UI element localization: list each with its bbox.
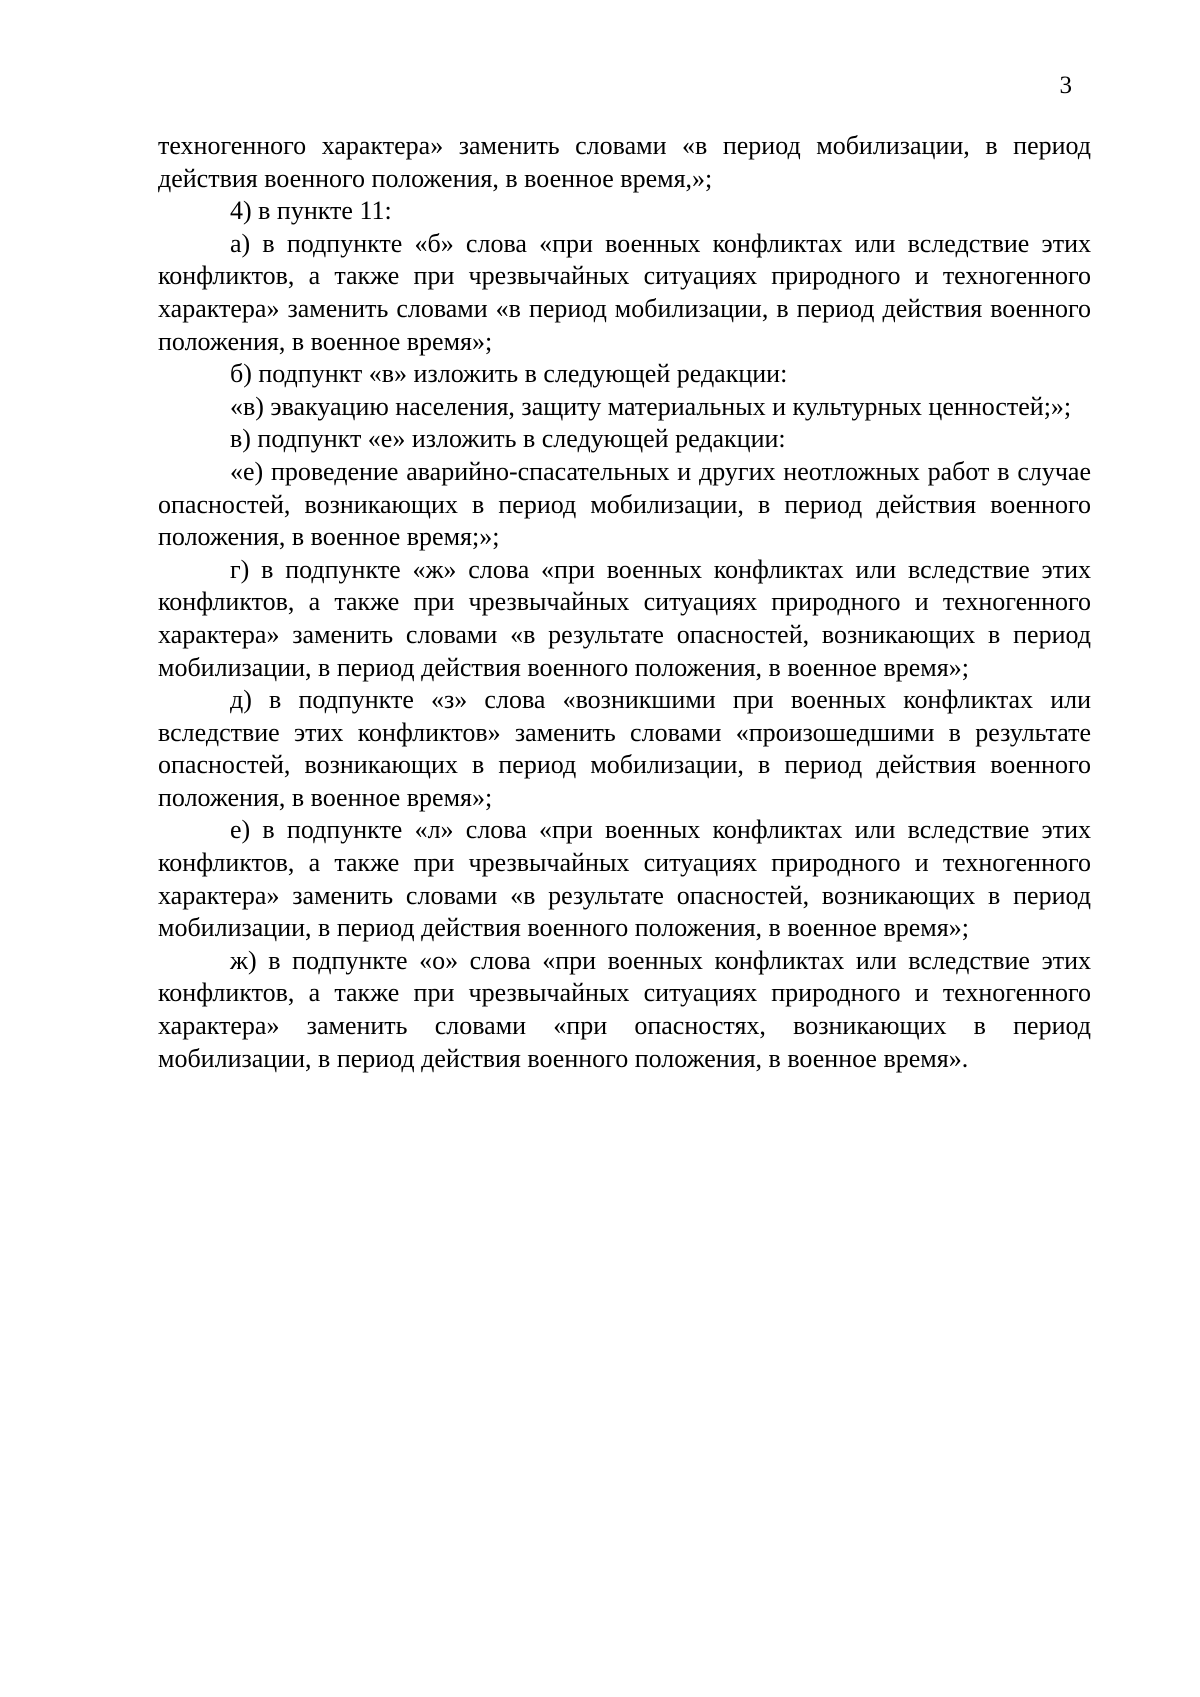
paragraph-quote-v: «в) эвакуацию населения, защиту материальных и культурных ценностей;»; — [230, 391, 1072, 421]
paragraph-subitem-g: г) в подпункте «ж» слова «при военных конфликтах или вследствие этих конфликтов, а также при чрезвычайных ситуациях природного и техногенного характера» заменить словами «в результате опасностей, возникающих в период мобилизации, в период действия военного положения, в военное время»; — [158, 554, 1091, 682]
document-body — [158, 130, 1091, 1075]
paragraph-quote-e: «е) проведение аварийно-спасательных и других неотложных работ в случае опасностей, возникающих в период мобилизации, в период действия военного положения, в военное время;»; — [158, 456, 1091, 552]
paragraph-item-4: 4) в пункте 11: — [230, 196, 392, 226]
paragraph-subitem-b: б) подпункт «в» изложить в следующей редакции: — [230, 359, 788, 389]
page-number: 3 — [1059, 72, 1072, 99]
paragraph-subitem-a: а) в подпункте «б» слова «при военных конфликтах или вследствие этих конфликтов, а также при чрезвычайных ситуациях природного и техногенного характера» заменить словами «в период мобилизации, в период действия военного положения, в военное время»; — [158, 228, 1091, 356]
paragraph-subitem-d: д) в подпункте «з» слова «возникшими при военных конфликтах или вследствие этих конфликтов» заменить словами «произошедшими в результате опасностей, возникающих в период мобилизации, в период действия военного положения, в военное время»; — [158, 685, 1091, 812]
paragraph-subitem-zh: ж) в подпункте «о» слова «при военных конфликтах или вследствие этих конфликтов, а также при чрезвычайных ситуациях природного и техногенного характера» заменить словами «при опасностях, возникающих в период мобилизации, в период действия военного положения, в военное время». — [158, 945, 1091, 1073]
paragraph-subitem-v: в) подпункт «е» изложить в следующей редакции: — [230, 424, 786, 454]
paragraph-subitem-e: е) в подпункте «л» слова «при военных конфликтах или вследствие этих конфликтов, а также при чрезвычайных ситуациях природного и техногенного характера» заменить словами «в результате опасностей, возникающих в период мобилизации, в период действия военного положения, в военное время»; — [158, 815, 1091, 943]
paragraph-continuation: техногенного характера» заменить словами «в период мобилизации, в период действия военного положения, в военное время,»; — [158, 131, 1091, 193]
